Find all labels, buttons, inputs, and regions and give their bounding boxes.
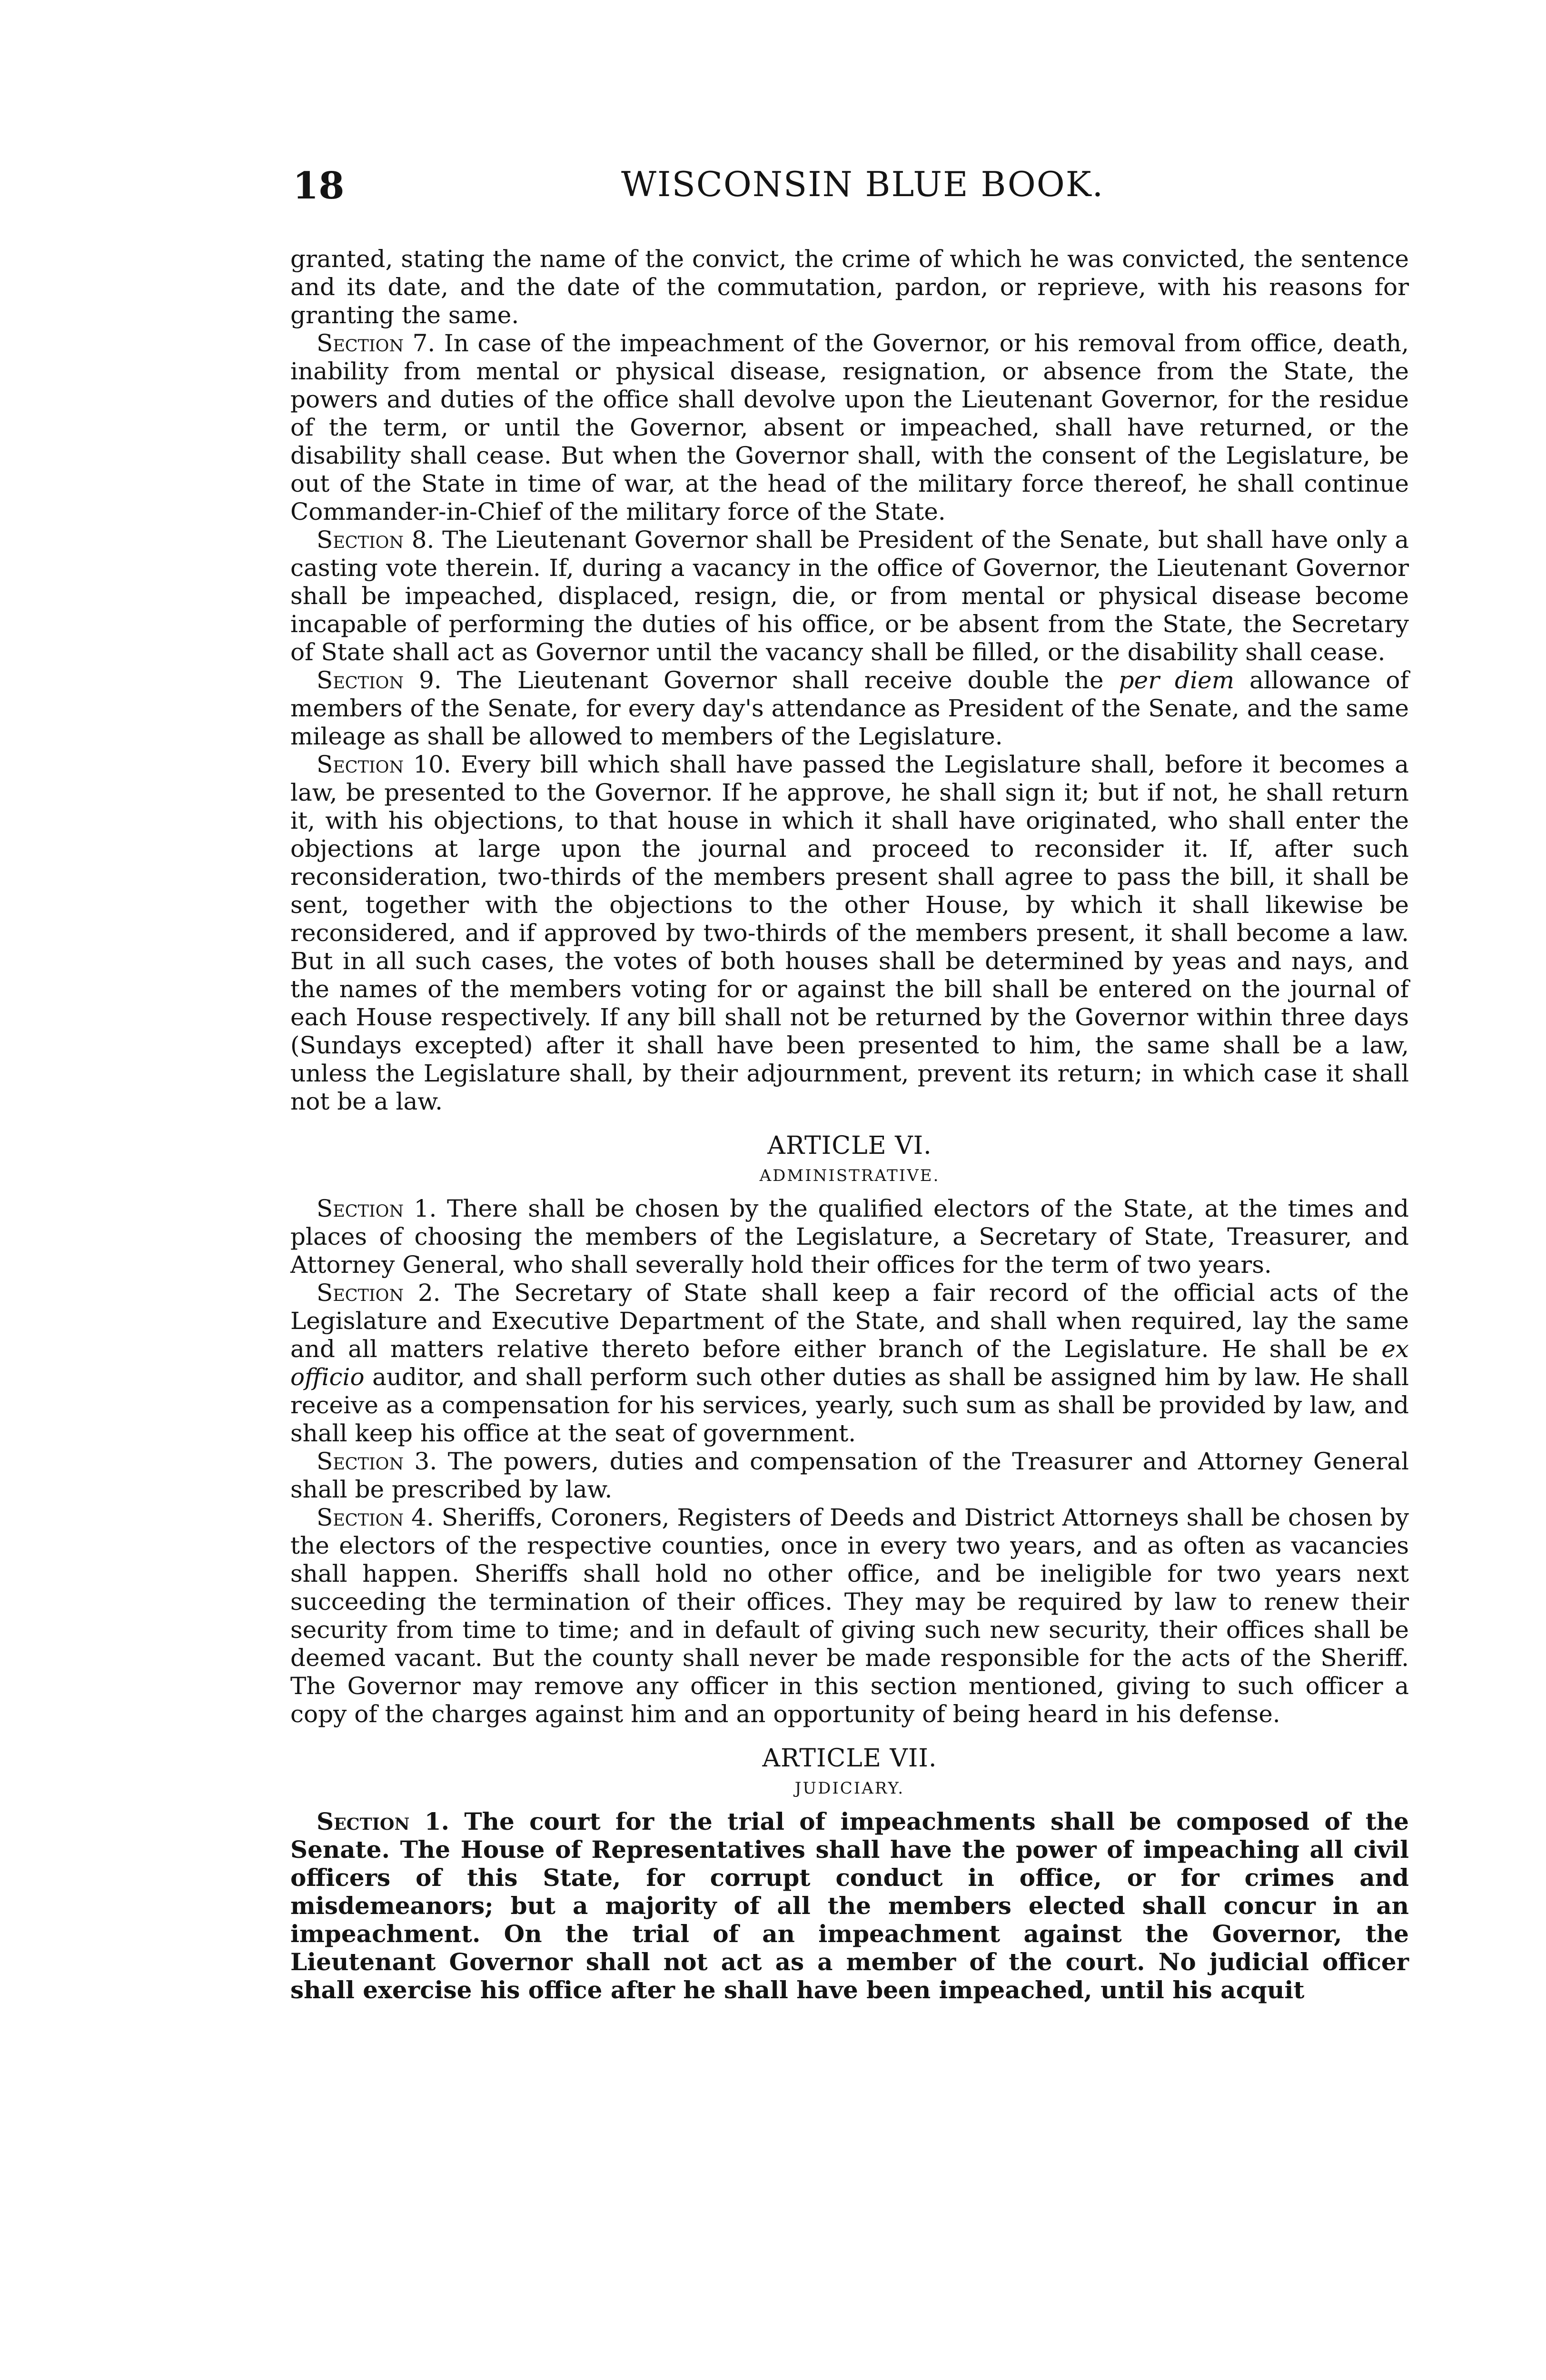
section-text: allowance of members of the Senate, for every day's attendance as President of the Senate, and the same mileage as shall be allowed to members of the Legislature. bbox=[290, 666, 1409, 750]
article-6-section-2 bbox=[290, 1279, 1409, 1448]
section-text: The Secretary of State shall keep a fair record of the official acts of the Legislature and Executive Department of the State, and shall when required, lay the same and all matters relative thereto before either branch of the Legislature. He shall be bbox=[290, 1279, 1409, 1363]
section-text: Every bill which shall have passed the Legislature shall, before it becomes a law, be presented to the Governor. If he approve, he shall sign it; but if not, he shall return it, with his objections, to that house in which it shall have originated, who shall enter the objections at large upon the journal and proceed to reconsider it. If, after such reconsideration, two-thirds of the members present shall agree to pass the bill, it shall be sent, together with the objections to the other House, by which it shall likewise be reconsidered, and if approved by two-thirds of the members present, it shall become a law. But in all such cases, the votes of both houses shall be determined by yeas and nays, and the names of the members voting for or against the bill shall be entered on the journal of each House respectively. If any bill shall not be returned by the Governor within three days (Sundays excepted) after it shall have been presented to him, the same shall be a law, unless the Legislature shall, by their adjournment, prevent its return; in which case it shall not be a law. bbox=[290, 751, 1409, 1115]
section-text: There shall be chosen by the qualified electors of the State, at the times and places of choosing the members of the Legislature, a Secretary of State, Treasurer, and Attorney General, who shall severally hold their offices for the term of two years. bbox=[290, 1195, 1409, 1279]
paragraph-continuation bbox=[290, 245, 1409, 329]
article-7-subheading: JUDICIARY. bbox=[794, 1779, 905, 1798]
article-6-section-4 bbox=[290, 1504, 1409, 1728]
section-10-paragraph bbox=[290, 751, 1409, 1116]
paragraph-text: granted, stating the name of the convict, the crime of which he was convicted, the sentence and its date, and the date of the commutation, pardon, or reprieve, with his reasons for granting the same. bbox=[290, 245, 1409, 329]
section-label: Section 8. bbox=[317, 526, 435, 554]
section-label: Section 9. bbox=[317, 666, 442, 694]
article-6-section-3 bbox=[290, 1448, 1409, 1504]
section-text: The Lieutenant Governor shall receive double the bbox=[441, 666, 1119, 694]
running-title: WISCONSIN BLUE BOOK. bbox=[621, 164, 1104, 204]
section-text: The court for the trial of impeachments shall be composed of the Senate. The House of Representatives shall have the power of impeaching all civil officers of this State, for corrupt conduct in office, or for crimes and misdemeanors; but a majority of all the members elected shall concur in an impeachment. On the trial of an impeachment against the Governor, the Lieutenant Governor shall not act as a member of the court. No judicial officer shall exercise his office after he shall have been impeached, until his acquit bbox=[290, 1807, 1409, 2004]
section-label: Section 1. bbox=[317, 1807, 450, 1835]
section-label: Section 10. bbox=[317, 751, 451, 778]
section-label: Section 3. bbox=[317, 1448, 437, 1475]
section-text: In case of the impeachment of the Governor, or his removal from office, death, inability from mental or physical disease, resignation, or absence from the State, the powers and duties of the office shall devolve upon the Lieutenant Governor, for the residue of the term, or until the Governor, absent or impeached, shall have returned, or the disability shall cease. But when the Governor shall, with the consent of the Legislature, be out of the State in time of war, at the head of the military force thereof, he shall continue Commander-in-Chief of the military force of the State. bbox=[290, 329, 1409, 526]
italic-term: ex officio bbox=[290, 1335, 1409, 1391]
section-text: The Lieutenant Governor shall be President of the Senate, but shall have only a casting vote therein. If, during a vacancy in the office of Governor, the Lieutenant Governor shall be impeached, displaced, resign, die, or from mental or physical disease become incapable of performing the duties of his office, or be absent from the State, the Secretary of State shall act as Governor until the vacancy shall be filled, or the disability shall cease. bbox=[290, 526, 1409, 666]
section-7-paragraph bbox=[290, 329, 1409, 526]
article-7-section-1 bbox=[290, 1807, 1409, 2004]
article-6-heading: ARTICLE VI. bbox=[767, 1131, 932, 1160]
page-number: 18 bbox=[293, 164, 345, 208]
italic-term: per diem bbox=[1119, 666, 1235, 694]
page-header bbox=[293, 164, 1411, 217]
section-8-paragraph bbox=[290, 526, 1409, 666]
section-9-paragraph bbox=[290, 666, 1409, 751]
article-6-subheading: ADMINISTRATIVE. bbox=[759, 1166, 940, 1185]
section-text: The powers, duties and compensation of the Treasurer and Attorney General shall be prescribed by law. bbox=[290, 1448, 1409, 1503]
article-7-heading: ARTICLE VII. bbox=[762, 1744, 937, 1773]
body-text bbox=[290, 245, 1409, 2004]
section-label: Section 4. bbox=[317, 1504, 434, 1531]
section-text: auditor, and shall perform such other duties as shall be assigned him by law. He shall receive as a compensation for his services, yearly, such sum as shall be provided by law, and shall keep his office at the seat of government. bbox=[290, 1363, 1409, 1447]
section-text: Sheriffs, Coroners, Registers of Deeds and District Attorneys shall be chosen by the electors of the respective counties, once in every two years, and as often as vacancies shall happen. Sheriffs shall hold no other office, and be ineligible for two years next succeeding the termination of their offices. They may be required by law to renew their security from time to time; and in default of giving such new security, their offices shall be deemed vacant. But the county shall never be made responsible for the acts of the Sheriff. The Governor may remove any officer in this section mentioned, giving to such officer a copy of the charges against him and an opportunity of being heard in his defense. bbox=[290, 1504, 1409, 1728]
section-label: Section 2. bbox=[317, 1279, 441, 1307]
section-label: Section 7. bbox=[317, 329, 436, 357]
section-label: Section 1. bbox=[317, 1195, 437, 1222]
article-6-section-1 bbox=[290, 1195, 1409, 1279]
